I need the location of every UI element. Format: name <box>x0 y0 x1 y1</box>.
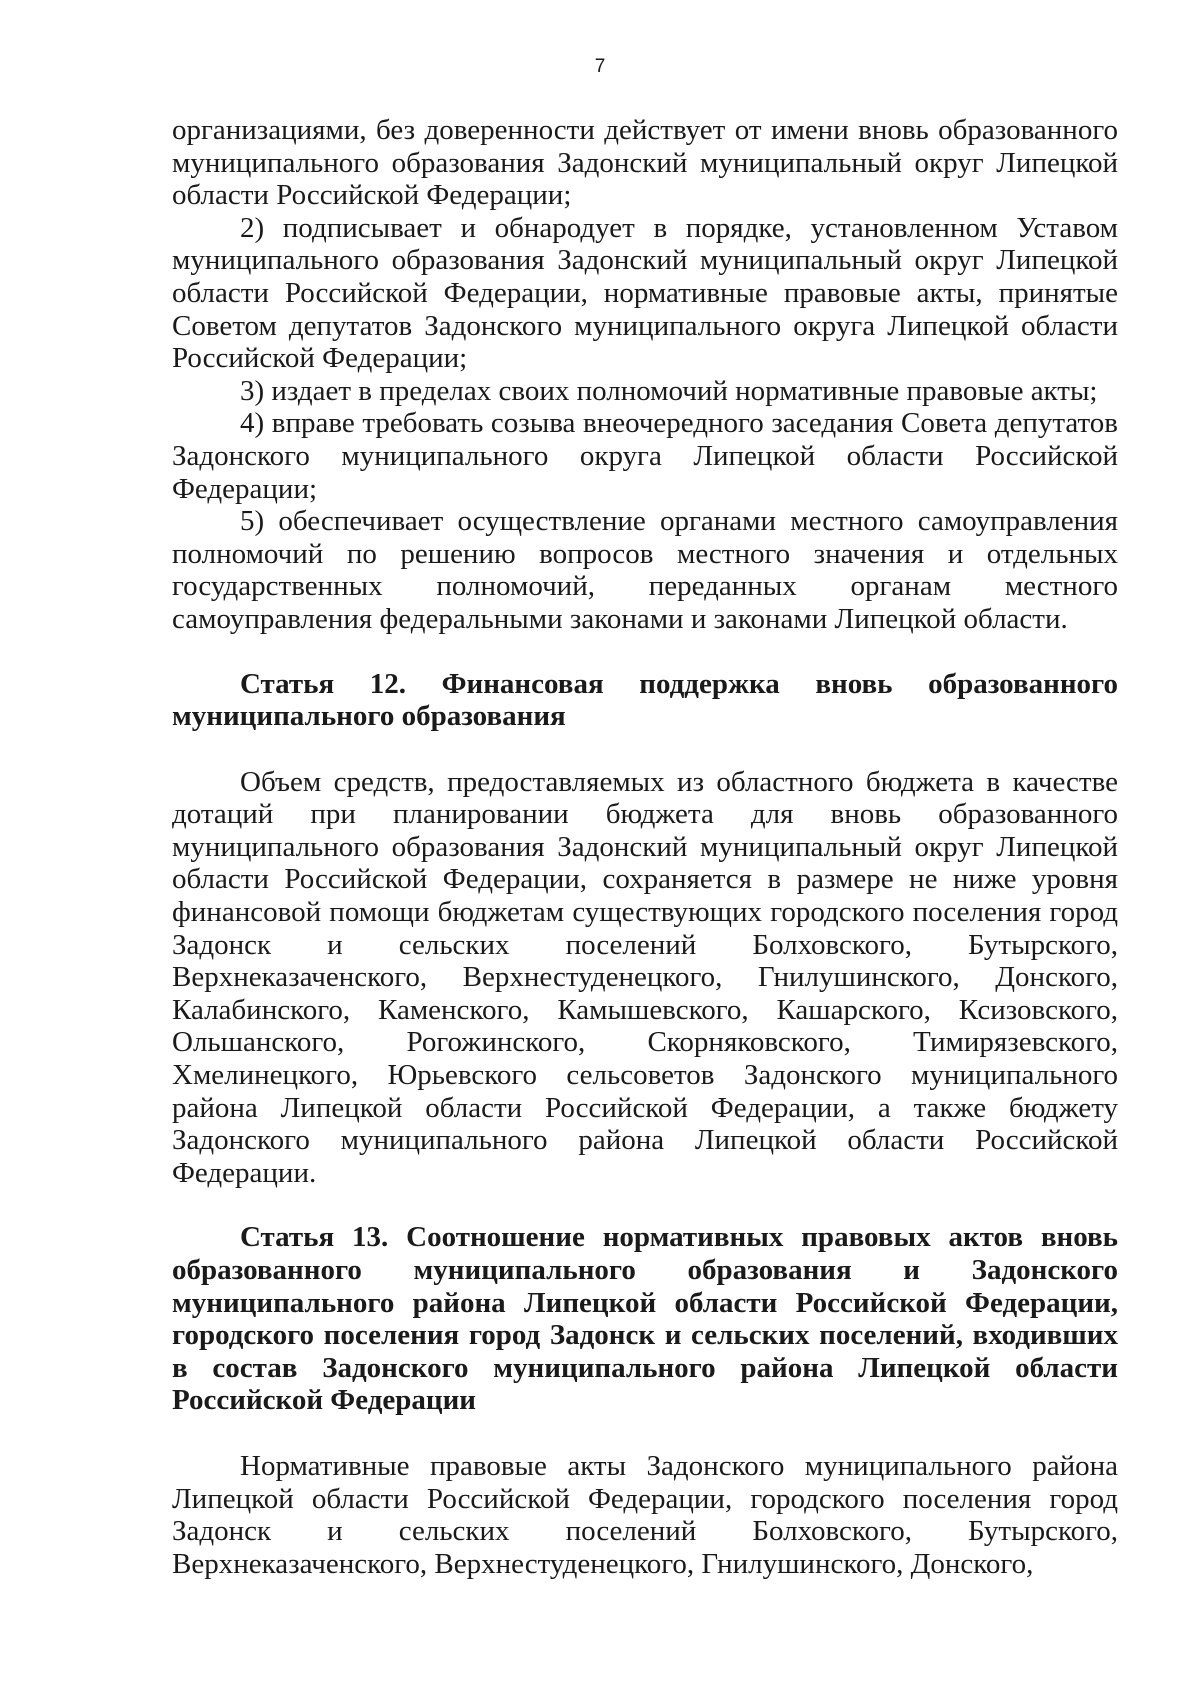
document-body <box>172 114 1118 1580</box>
list-item-5: 5) обеспечивает осуществление органами местного самоуправления полномочий по решению вопросов местного значения и отдельных государственных полномочий, переданных органам местного самоуправления федеральными законами и законами Липецкой области. <box>172 505 1118 635</box>
article-13-heading: Статья 13. Соотношение нормативных правовых актов вновь образованного муниципального образования и Задонского муниципального района Липецкой области Российской Федерации, городского поселения город Задонск и сельских поселений, входивших в состав Задонского муниципального района Липецкой области Российской Федерации <box>172 1221 1118 1417</box>
intro-continuation-paragraph: организациями, без доверенности действует от имени вновь образованного муниципального образования Задонский муниципальный округ Липецкой области Российской Федерации; <box>172 114 1118 212</box>
spacer <box>172 636 1118 668</box>
list-item-4: 4) вправе требовать созыва внеочередного заседания Совета депутатов Задонского муниципального округа Липецкой области Российской Федерации; <box>172 407 1118 505</box>
page-number: 7 <box>594 56 606 77</box>
article-12-body: Объем средств, предоставляемых из областного бюджета в качестве дотаций при планировании бюджета для вновь образованного муниципального образования Задонский муниципальный округ Липецкой области Российской Федерации, сохраняется в размере не ниже уровня финансовой помощи бюджетам существующих городского поселения город Задонск и сельских поселений Болховского, Бутырского, Верхнеказаченского, Верхнестуденецкого, Гнилушинского, Донского, Калабинского, Каменского, Камышевского, Кашарского, Ксизовского, Ольшанского, Рогожинского, Скорняковского, Тимирязевского, Хмелинецкого, Юрьевского сельсоветов Задонского муниципального района Липецкой области Российской Федерации, а также бюджету Задонского муниципального района Липецкой области Российской Федерации. <box>172 765 1118 1189</box>
spacer <box>172 733 1118 766</box>
article-12-heading: Статья 12. Финансовая поддержка вновь образованного муниципального образования <box>172 667 1118 733</box>
list-item-3: 3) издает в пределах своих полномочий нормативные правовые акты; <box>240 374 1098 407</box>
list-item-2: 2) подписывает и обнародует в порядке, установленном Уставом муниципального образования Задонский муниципальный округ Липецкой области Российской Федерации, нормативные правовые акты, принятые Советом депутатов Задонского муниципального округа Липецкой области Российской Федерации; <box>172 211 1118 375</box>
spacer <box>172 1417 1118 1450</box>
article-13-body: Нормативные правовые акты Задонского муниципального района Липецкой области Российской Федерации, городского поселения город Задонск и сельских поселений Болховского, Бутырского, Верхнеказаченского, Верхнестуденецкого, Гнилушинского, Донского, <box>172 1449 1118 1580</box>
spacer <box>172 1189 1118 1221</box>
